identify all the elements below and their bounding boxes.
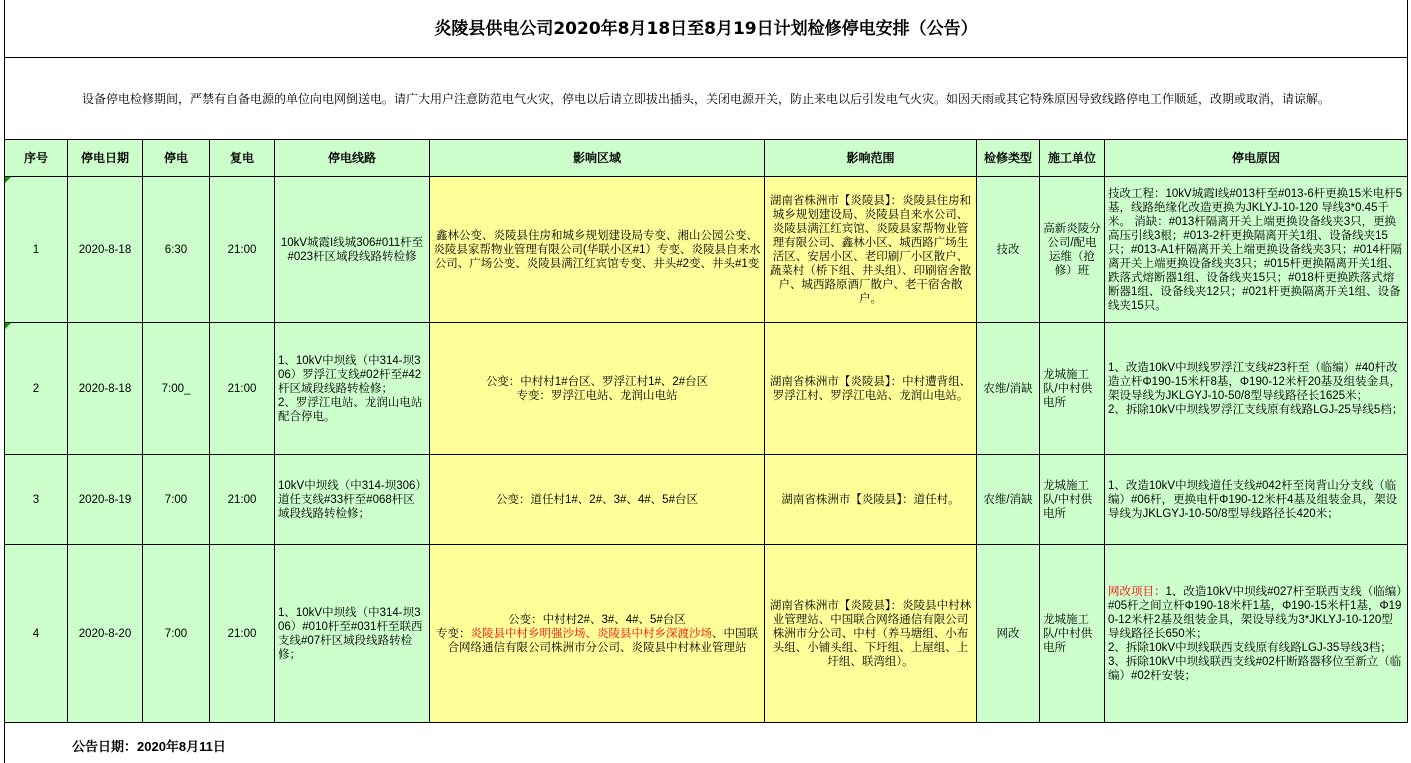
paragraph: 技改工程：10kV城霞I线#013杆至#013-6杆更换15米电杆5基，线路绝缘化改造更换为JKLYJ-10-120 导线3*0.45千米。 消缺：#013杆隔离开关上端更换设备线夹3只，更换高压引线3根；#013-2杆更换隔离开关1组、设备线夹15只；#013-A1杆隔离开关上端更换设备线夹3只；#014杆隔离开关上端更换设备线夹3只；#015杆更换隔离开关1组、跌落式熔断器1组、设备线夹15只；#018杆更换跌落式熔断器1组、设备线夹12只；#021杆更换隔离开关1组、设备线夹15只。	[1108, 187, 1402, 312]
unit-cell[interactable]	[1040, 455, 1105, 545]
scope-cell[interactable]	[765, 177, 977, 323]
scope-cell[interactable]	[765, 545, 977, 723]
seq-text: 1	[32, 243, 40, 256]
header-seq[interactable]	[5, 140, 68, 177]
paragraph: 2、拆除10kV中坝线联西支线原有线路LGJ-35导线3档；	[1108, 641, 1392, 654]
header-label: 影响范围	[846, 151, 895, 165]
header-scope[interactable]	[765, 140, 977, 177]
paragraph: 公变：道任村1#、2#、3#、4#、5#台区	[496, 493, 698, 506]
paragraph: 3、拆除10kV中坝线联西支线#02杆断路器移位至新立（临编）#02杆安装；	[1108, 655, 1402, 682]
paragraph: 10kV城霞I线城306#011杆至#023杆区域段线路转检修	[280, 236, 424, 263]
seq-text: 2	[32, 382, 40, 395]
off-time-text: 7:00_	[161, 382, 191, 395]
unit-text: 龙城施工队/中村供电所	[1043, 613, 1093, 654]
area-cell[interactable]	[430, 323, 765, 455]
unit-text: 高新炎陵分公司/配电运维（抢修）班	[1043, 222, 1101, 277]
unit-cell[interactable]	[1040, 177, 1105, 323]
header-date[interactable]	[68, 140, 143, 177]
line-cell[interactable]	[275, 455, 430, 545]
scope-cell[interactable]	[765, 323, 977, 455]
off-time-text: 7:00	[164, 627, 188, 640]
notice-cell[interactable]	[5, 58, 1408, 140]
seq-cell[interactable]	[5, 177, 68, 323]
header-label: 停电日期	[80, 151, 129, 165]
type-cell[interactable]	[977, 545, 1040, 723]
seq-text: 3	[32, 493, 40, 506]
type-text: 技改	[996, 243, 1020, 256]
seq-cell[interactable]	[5, 323, 68, 455]
paragraph	[433, 627, 761, 655]
type-text: 农维/消缺	[983, 382, 1033, 395]
off-time-cell[interactable]	[143, 323, 210, 455]
line-text	[278, 479, 426, 521]
line-text	[278, 606, 426, 662]
line-text	[278, 354, 426, 424]
header-label: 停电	[163, 151, 188, 165]
on-time-cell[interactable]	[210, 177, 275, 323]
reason-cell[interactable]	[1105, 323, 1408, 455]
date-text: 2020-8-18	[78, 382, 132, 395]
on-time-text: 21:00	[227, 243, 257, 256]
on-time-cell[interactable]	[210, 545, 275, 723]
line-text	[278, 236, 426, 264]
on-time-cell[interactable]	[210, 455, 275, 545]
unit-cell[interactable]	[1040, 545, 1105, 723]
paragraph: 1、10kV中坝线（中314-坝306）罗浮江支线#02杆至#42杆区域段线路转检修；	[278, 354, 422, 395]
reason-text	[1108, 361, 1404, 417]
area-text	[433, 229, 761, 271]
header-type[interactable]	[977, 140, 1040, 177]
type-cell[interactable]	[977, 323, 1040, 455]
paragraph: 专变：罗浮江电站、龙润山电站	[516, 389, 678, 402]
area-cell[interactable]	[430, 177, 765, 323]
scope-text: 湖南省株洲市【炎陵县】：炎陵县中村林业管理站、中国联合网络通信有限公司株洲市分公司、中村（养马塘组、小布头组、小铺头组、下圩组、上屋组、上圩组、联湾组）。	[769, 599, 972, 668]
date-text: 2020-8-20	[78, 627, 132, 640]
date-cell[interactable]	[68, 545, 143, 723]
page-title: 炎陵县供电公司2020年8月18日至8月19日计划检修停电安排（公告）	[434, 18, 978, 39]
paragraph: 1、改造10kV中坝线罗浮江支线#23杆至（临编）#40杆改造立杆Φ190-15米杆8基，Φ190-12米杆20基及组装金具，架设导线为JKLGYJ-10-50/8型导线路径长1625米；	[1108, 361, 1402, 402]
off-time-text: 6:30	[164, 243, 188, 256]
scope-text: 湖南省株洲市【炎陵县】：炎陵县住房和城乡规划建设局、炎陵县自来水公司、炎陵县满江红宾馆、炎陵县家帮物业管理有限公司、鑫林小区、城西路广场生活区、安居小区、老印刷厂小区散户、蔬菜村（桥下组、井头组）、印刷宿舍散户、城西路原酒厂散户、老干宿舍散户。	[769, 194, 972, 305]
reason-cell[interactable]	[1105, 177, 1408, 323]
seq-cell[interactable]	[5, 545, 68, 723]
scope-text: 湖南省株洲市【炎陵县】：道任村。	[781, 493, 960, 506]
area-text	[433, 493, 761, 507]
header-on-time[interactable]	[210, 140, 275, 177]
date-cell[interactable]	[68, 455, 143, 545]
seq-cell[interactable]	[5, 455, 68, 545]
area-cell[interactable]	[430, 455, 765, 545]
paragraph-rest: 1、改造10kV中坝线#027杆至联西支线（临编）#05杆之间立杆Φ190-18米杆1基，Φ190-15米杆1基，Φ190-12米杆2基及组装金具，架设导线为3*JKLYJ-10-120型导线路径长650米；	[1108, 585, 1402, 640]
header-label: 停电线路	[327, 151, 376, 165]
reason-text	[1108, 479, 1404, 521]
unit-text: 龙城施工队/中村供电所	[1043, 479, 1093, 520]
area-text	[433, 375, 761, 403]
header-label: 序号	[23, 151, 48, 165]
line-cell[interactable]	[275, 177, 430, 323]
unit-text: 龙城施工队/中村供电所	[1043, 368, 1093, 409]
paragraph: 公变：中村村1#台区、罗浮江村1#、2#台区	[485, 375, 709, 388]
reason-text	[1108, 187, 1404, 313]
off-time-cell[interactable]	[143, 545, 210, 723]
reason-cell[interactable]	[1105, 545, 1408, 723]
date-text: 2020-8-18	[78, 243, 132, 256]
paragraph	[1108, 585, 1404, 641]
scope-text: 湖南省株洲市【炎陵县】：中村遭背组、罗浮江村、罗浮江电站、龙润山电站。	[769, 375, 972, 402]
footer-cell[interactable]	[5, 723, 1408, 763]
off-time-cell[interactable]	[143, 455, 210, 545]
header-unit[interactable]	[1040, 140, 1105, 177]
paragraph: 1、改造10kV中坝线道任支线#042杆至岗背山分支线（临编）#06杆，更换电杆Φ190-12米杆4基及组装金具，架设导线为JKLGYJ-10-50/8型导线路径长420米；	[1108, 479, 1398, 520]
type-text: 网改	[996, 627, 1020, 640]
type-cell[interactable]	[977, 177, 1040, 323]
off-time-text: 7:00	[164, 493, 188, 506]
type-text: 农维/消缺	[983, 493, 1033, 506]
on-time-text: 21:00	[227, 493, 257, 506]
date-text: 2020-8-19	[78, 493, 132, 506]
announcement-date: 公告日期：2020年8月11日	[72, 739, 226, 754]
area-text	[433, 613, 761, 655]
header-label: 施工单位	[1047, 151, 1096, 165]
header-reason[interactable]	[1105, 140, 1408, 177]
header-label: 复电	[229, 151, 254, 165]
highlighted-text: 炎陵县中村乡明强沙场、炎陵县中村乡深渡沙场	[470, 627, 712, 640]
paragraph: 2、罗浮江电站、龙润山电站配合停电。	[278, 396, 423, 423]
type-cell[interactable]	[977, 455, 1040, 545]
notice-text: 设备停电检修期间，严禁有自备电源的单位向电网倒送电。请广大用户注意防范电气火灾，停电以后请立即拔出插头，关闭电源开关，防止来电以后引发电气火灾。如因天雨或其它特殊原因导致线路停电工作顺延，改期或取消，请谅解。	[81, 91, 1330, 106]
paragraph: 2、拆除10kV中坝线罗浮江支线原有线路LGJ-25导线5档；	[1108, 403, 1404, 416]
outage-schedule-sheet	[4, 0, 1408, 763]
header-label: 停电原因	[1231, 151, 1280, 165]
header-line[interactable]	[275, 140, 430, 177]
header-label: 影响区域	[572, 151, 621, 165]
header-label: 检修类型	[983, 151, 1032, 165]
paragraph: 10kV中坝线（中314-坝306）道任支线#33杆至#068杆区域段线路转检修；	[278, 479, 422, 520]
scope-cell[interactable]	[765, 455, 977, 545]
off-time-cell[interactable]	[143, 177, 210, 323]
line-cell[interactable]	[275, 323, 430, 455]
line-cell[interactable]	[275, 545, 430, 723]
date-cell[interactable]	[68, 323, 143, 455]
unit-cell[interactable]	[1040, 323, 1105, 455]
area-cell[interactable]	[430, 545, 765, 723]
paragraph-prefix: 专变：	[436, 627, 471, 640]
paragraph: 1、10kV中坝线（中314-坝306）#010杆至#031杆至联西支线#07杆区域段线路转检修；	[278, 606, 423, 661]
title-cell[interactable]	[5, 0, 1408, 58]
seq-text: 4	[32, 627, 40, 640]
header-area[interactable]	[430, 140, 765, 177]
on-time-text: 21:00	[227, 627, 257, 640]
error-indicator-icon	[5, 177, 11, 183]
on-time-cell[interactable]	[210, 323, 275, 455]
error-indicator-icon	[5, 323, 11, 329]
reason-text	[1108, 585, 1404, 683]
date-cell[interactable]	[68, 177, 143, 323]
highlighted-text: 网改项目：	[1108, 585, 1166, 598]
header-off-time[interactable]	[143, 140, 210, 177]
paragraph: 公变：中村村2#、3#、4#、5#台区	[508, 613, 686, 626]
reason-cell[interactable]	[1105, 455, 1408, 545]
on-time-text: 21:00	[227, 382, 257, 395]
paragraph: 鑫林公变、炎陵县住房和城乡规划建设局专变、湘山公园公变、炎陵县家帮物业管理有限公司(华联小区#1）专变、炎陵县自来水公司、广场公变、炎陵县满江红宾馆专变、井头#2变、井头#1变	[433, 229, 761, 270]
paragraph-rest: 、中国联合网络通信有限公司株洲市分公司、炎陵县中村林业管理站	[447, 627, 758, 654]
